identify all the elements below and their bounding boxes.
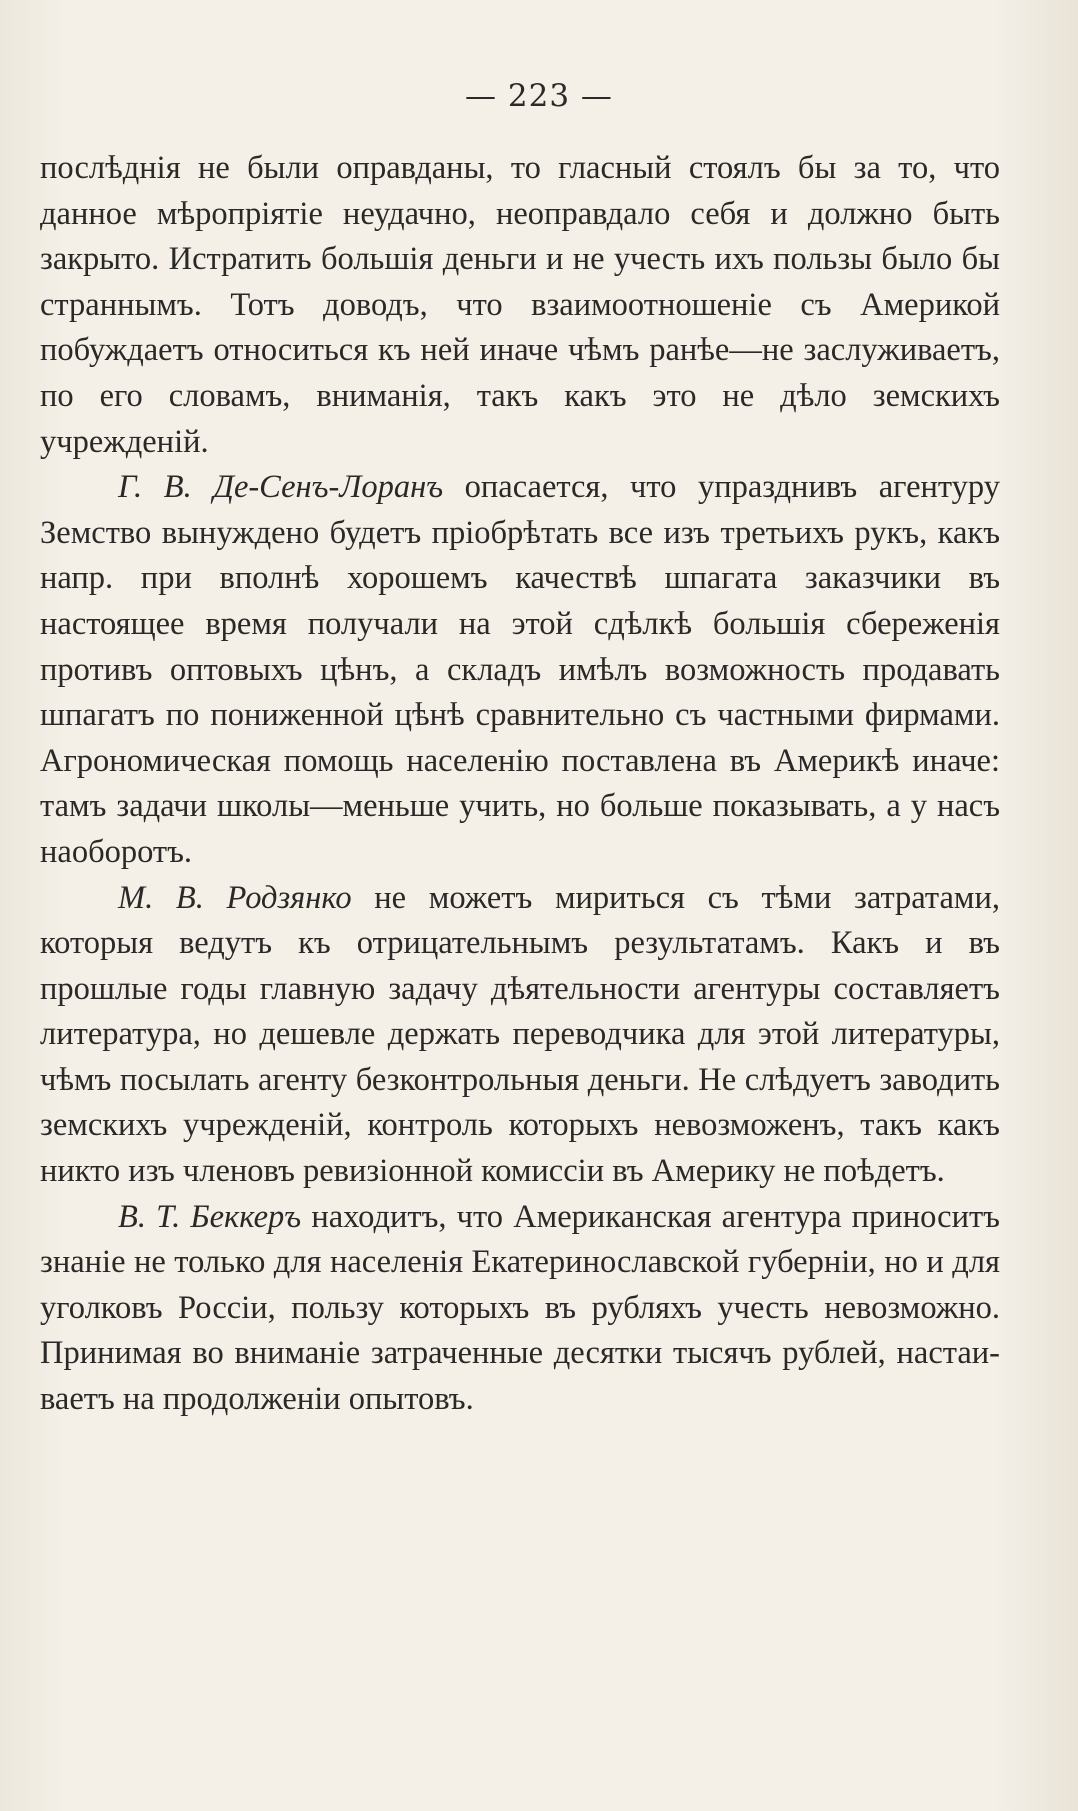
paragraph-continuation	[40, 146, 1000, 465]
paragraph-text: находитъ, что Американская агентура приноситъ знаніе не только для населенія Екатеринославской губерніи, но и для уголковъ Россіи, пользу которыхъ въ рубляхъ учесть невозможно. Принимая во вниманіе затраченные десятки тысячъ рублей, настаиваетъ на продолженіи опытовъ.	[40, 1198, 1000, 1418]
paragraph-text: опасается, что упразднивъ агентуру Земство вынуждено будетъ пріобрѣтать все изъ третьихъ рукъ, какъ напр. при вполнѣ хорошемъ качествѣ шпагата заказчики въ настоящее время получали на этой сдѣлкѣ большія сбереженія противъ оптовыхъ цѣнъ, а складъ имѣлъ возможность продавать шпагатъ по пониженной цѣнѣ сравнительно съ частными фирмами. Агрономическая помощь населенію поставлена въ Америкѣ иначе: тамъ задачи школы—меньше учить, но больше показывать, а у насъ наоборотъ.	[40, 469, 1000, 870]
paragraph-text: послѣднія не были оправданы, то гласный стоялъ бы за то, что данное мѣропріятіе неудачно, неоправдало себя и должно быть закрыто. Истратить большія деньги и не учесть ихъ пользы было бы страннымъ. Тотъ доводъ, что взаимоотношеніе съ Америкой побуждаетъ относиться къ ней иначе чѣмъ ранѣе—не заслуживаетъ, по его словамъ, вниманія, такъ какъ это не дѣло земскихъ учрежденій.	[40, 150, 1000, 460]
paragraph-rodzyanko	[40, 876, 1000, 1195]
speaker-name: Г. В. Де-Сенъ-Лоранъ	[118, 469, 444, 506]
page-number: — 223 —	[465, 78, 613, 114]
paragraph-bekker	[40, 1195, 1000, 1423]
speaker-name: М. В. Родзянко	[118, 879, 352, 916]
paragraph-text: не можетъ мириться съ тѣми затратами, которыя ведутъ къ отрицательнымъ результатамъ. Какъ и въ прошлые годы главную задачу дѣятельности агентуры составляетъ литература, но дешевле держать переводчика для этой литературы, чѣмъ посылать агенту безконтрольныя деньги. Не слѣдуетъ заводить земскихъ учрежденій, контроль которыхъ невозможенъ, такъ какъ никто изъ членовъ ревизіонной комиссіи въ Америку не поѣдетъ.	[40, 879, 1000, 1190]
body-text	[40, 146, 1000, 1423]
speaker-name: В. Т. Беккеръ	[118, 1198, 302, 1235]
paragraph-de-sen-loran	[40, 465, 1000, 875]
